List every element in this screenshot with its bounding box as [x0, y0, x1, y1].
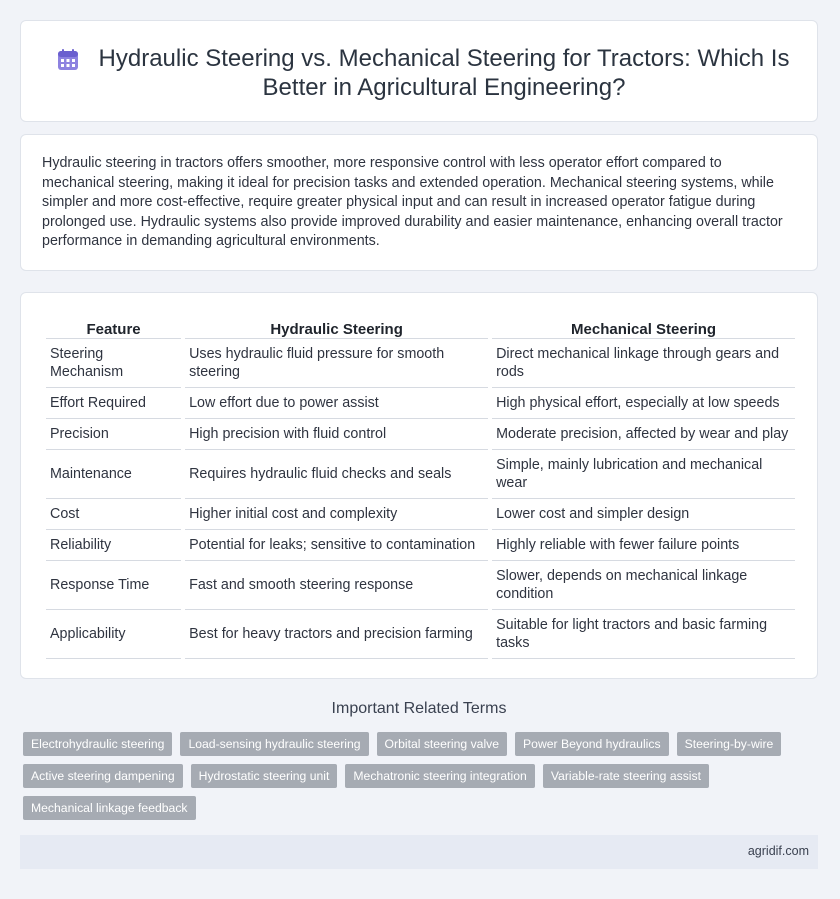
mechanical-cell: Suitable for light tractors and basic farming tasks — [492, 610, 795, 659]
hydraulic-cell: Requires hydraulic fluid checks and seals — [185, 450, 488, 499]
calendar-icon — [56, 48, 80, 72]
table-row — [46, 610, 795, 659]
header-feature: Feature — [46, 314, 181, 339]
footer-site-link[interactable]: agridif.com — [747, 844, 809, 858]
mechanical-cell: Simple, mainly lubrication and mechanical wear — [492, 450, 795, 499]
feature-cell: Maintenance — [46, 450, 181, 499]
feature-cell: Response Time — [46, 561, 181, 610]
header-mechanical: Mechanical Steering — [492, 314, 795, 339]
mechanical-cell: Moderate precision, affected by wear and play — [492, 419, 795, 450]
related-term-tag[interactable]: Load-sensing hydraulic steering — [180, 732, 368, 756]
feature-cell: Effort Required — [46, 388, 181, 419]
mechanical-cell: Slower, depends on mechanical linkage condition — [492, 561, 795, 610]
page-title: Hydraulic Steering vs. Mechanical Steering for Tractors: Which Is Better in Agricultural Engineering? — [98, 45, 790, 101]
comparison-table — [42, 314, 799, 659]
related-terms-section — [20, 699, 818, 815]
related-term-tag[interactable]: Hydrostatic steering unit — [191, 764, 338, 788]
related-term-tag[interactable]: Power Beyond hydraulics — [515, 732, 669, 756]
related-term-tag[interactable]: Orbital steering valve — [377, 732, 507, 756]
related-term-tag[interactable]: Variable-rate steering assist — [543, 764, 709, 788]
related-term-tag[interactable]: Steering-by-wire — [677, 732, 782, 756]
hydraulic-cell: Fast and smooth steering response — [185, 561, 488, 610]
related-term-tag[interactable]: Mechatronic steering integration — [345, 764, 534, 788]
table-row — [46, 530, 795, 561]
hydraulic-cell: High precision with fluid control — [185, 419, 488, 450]
table-row — [46, 388, 795, 419]
table-row — [46, 450, 795, 499]
hydraulic-cell: Uses hydraulic fluid pressure for smooth steering — [185, 339, 488, 388]
related-terms-heading: Important Related Terms — [331, 700, 507, 717]
feature-cell: Reliability — [46, 530, 181, 561]
mechanical-cell: Lower cost and simpler design — [492, 499, 795, 530]
hydraulic-cell: Best for heavy tractors and precision farming — [185, 610, 488, 659]
related-terms-tags — [23, 732, 803, 820]
footer — [20, 835, 818, 869]
summary-text: Hydraulic steering in tractors offers smoother, more responsive control with less operator effort compared to mechanical steering, making it ideal for precision tasks and extended operation. Mechanical steering systems, while simpler and more cost-effective, require greater physical input and can result in increased operator fatigue during prolonged use. Hydraulic systems also provide improved durability and easier maintenance, enhancing overall tractor performance in demanding agricultural environments. — [42, 155, 783, 249]
title-card — [20, 20, 818, 122]
related-term-tag[interactable]: Active steering dampening — [23, 764, 183, 788]
feature-cell: Precision — [46, 419, 181, 450]
hydraulic-cell: Higher initial cost and complexity — [185, 499, 488, 530]
hydraulic-cell: Low effort due to power assist — [185, 388, 488, 419]
table-row — [46, 419, 795, 450]
feature-cell: Steering Mechanism — [46, 339, 181, 388]
mechanical-cell: High physical effort, especially at low speeds — [492, 388, 795, 419]
feature-cell: Cost — [46, 499, 181, 530]
summary-card — [20, 134, 818, 271]
header-hydraulic: Hydraulic Steering — [185, 314, 488, 339]
table-row — [46, 499, 795, 530]
related-term-tag[interactable]: Mechanical linkage feedback — [23, 796, 196, 820]
table-row — [46, 339, 795, 388]
mechanical-cell: Direct mechanical linkage through gears and rods — [492, 339, 795, 388]
related-term-tag[interactable]: Electrohydraulic steering — [23, 732, 172, 756]
comparison-table-card — [20, 292, 818, 679]
table-header-row — [46, 314, 795, 339]
mechanical-cell: Highly reliable with fewer failure points — [492, 530, 795, 561]
feature-cell: Applicability — [46, 610, 181, 659]
table-row — [46, 561, 795, 610]
hydraulic-cell: Potential for leaks; sensitive to contamination — [185, 530, 488, 561]
